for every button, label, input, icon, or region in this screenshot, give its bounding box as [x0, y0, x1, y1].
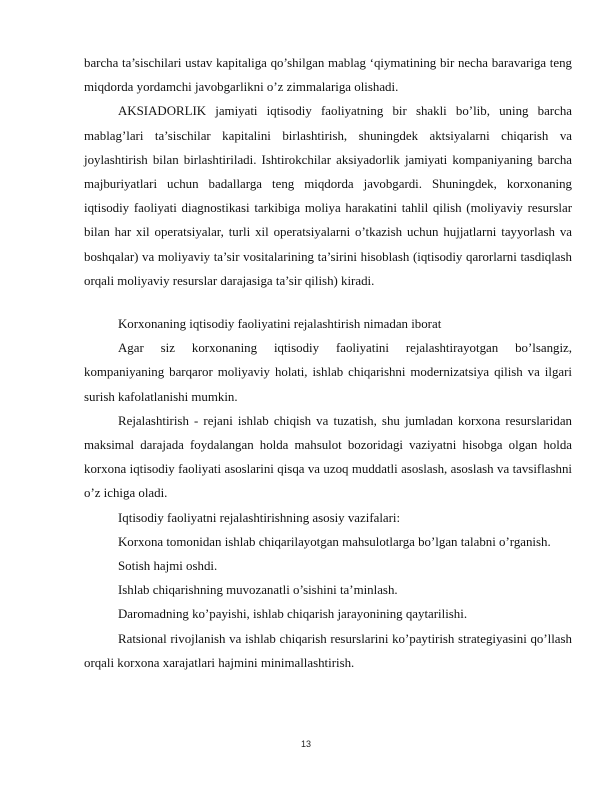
list-item: Daromadning ko’payishi, ishlab chiqarish jarayonining qaytarilishi. [118, 607, 468, 622]
paragraph-continuation: barcha ta’sischilari ustav kapitaliga qo’shilgan mablag ‘qiymatining bir necha baravariga teng miqdorda yordamchi javobgarlikni o’z zimmalariga olishadi. [84, 56, 572, 95]
list-item: Ratsional rivojlanish va ishlab chiqarish resurslarini ko’paytirish strategiyasini qo’llash orqali korxona xarajatlari hajmini minimallashtirish. [84, 631, 572, 670]
paragraph-aksiadorlik: AKSIADORLIK jamiyati iqtisodiy faoliyatning bir shakli bo’lib, uning barcha mablag’lari ta’sischilar kapitalini birlashtirish, shuningdek aktsiyalarni chiqarish va joylashtirish bilan birlashtiriladi. Ishtirokchilar aksiyadorlik jamiyati kompaniyaning barcha majburiyatlari uchun badallarga teng miqdorda javobgardi. Shuningdek, korxonaning iqtisodiy faoliyati diagnostikasi tarkibiga moliya harakatini tahlil qilish (moliyaviy resurslar bilan har xil operatsiyalar, turli xil operatsiyalarni o’tkazish uchun hujjatlarni tayyorlash va boshqalar) va moliyaviy ta’sir vositalarining ta’sirini hisoblash (iqtisodiy qarorlarni tasdiqlash orqali moliyaviy resurslar darajasiga ta’sir qilish) kiradi. [84, 104, 572, 288]
paragraph-gap [84, 293, 572, 312]
document-page [84, 51, 572, 675]
page-number: 13 [300, 739, 311, 749]
list-item: Sotish hajmi oshdi. [118, 559, 218, 574]
list-item: Ishlab chiqarishning muvozanatli o’sishini ta’minlash. [118, 583, 398, 598]
section-heading: Korxonaning iqtisodiy faoliyatini rejalashtirish nimadan iborat [118, 317, 442, 332]
list-heading: Iqtisodiy faoliyatni rejalashtirishning asosiy vazifalari: [118, 510, 401, 525]
paragraph-planning-intro: Agar siz korxonaning iqtisodiy faoliyatini rejalashtirayotgan bo’lsangiz, kompaniyaning barqaror moliyaviy holati, ishlab chiqarishni modernizatsiya qilish va ilgari surish kafolatlanishi mumkin. [84, 341, 572, 404]
list-item: Korxona tomonidan ishlab chiqarilayotgan mahsulotlarga bo’lgan talabni o’rganish. [118, 534, 551, 549]
paragraph-planning-definition: Rejalashtirish - rejani ishlab chiqish va tuzatish, shu jumladan korxona resurslaridan maksimal darajada foydalangan holda mahsulot bozoridagi vaziyatni hisobga olgan holda korxona iqtisodiy faoliyati asoslarini qisqa va uzoq muddatli asoslash, asoslash va tavsiflashni o’z ichiga oladi. [84, 413, 572, 501]
